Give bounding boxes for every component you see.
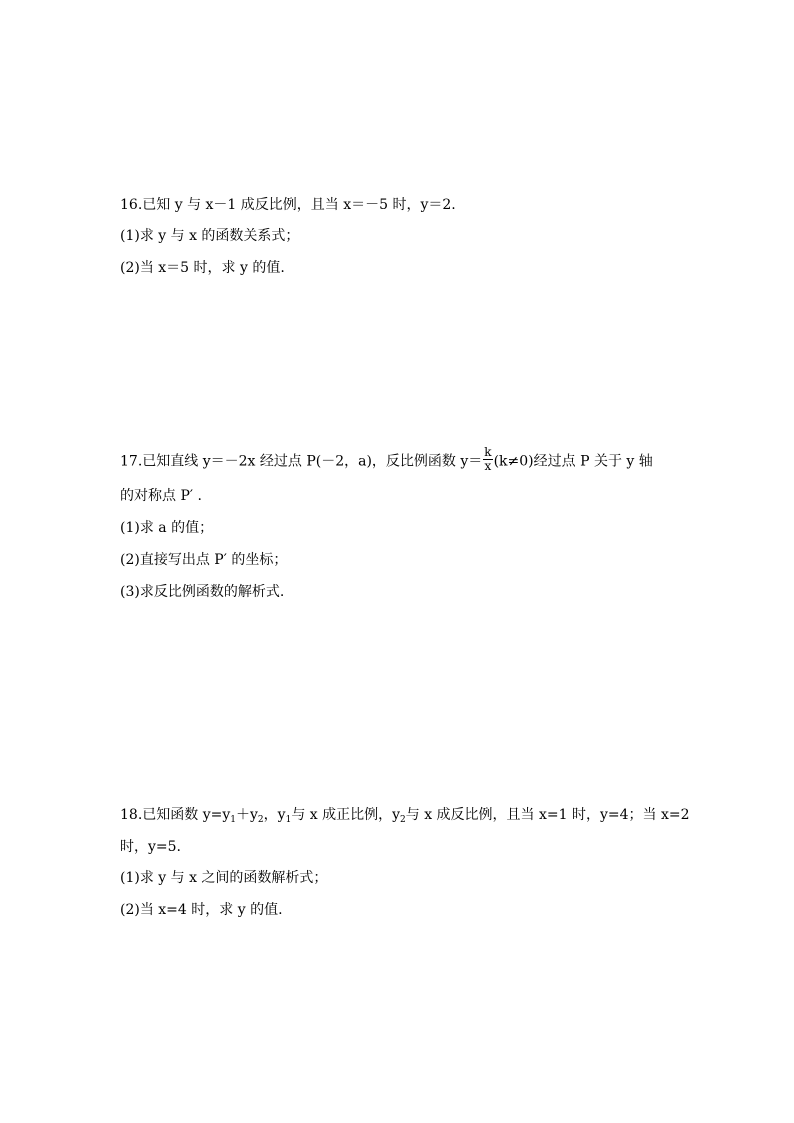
fraction-numerator: k: [484, 445, 492, 459]
q17-stem-line1: [120, 445, 653, 473]
q18-part1: (1)求 y 与 x 之间的函数解析式；: [120, 870, 328, 886]
q17-stem-line2: 的对称点 P′ .: [120, 488, 202, 504]
q16-stem: 16.已知 y 与 x－1 成反比例，且当 x＝－5 时，y＝2.: [120, 197, 456, 213]
q17-part3: (3)求反比例函数的解析式.: [120, 584, 285, 600]
q17-part2: (2)直接写出点 P′ 的坐标；: [120, 552, 288, 568]
q18-subscript: 2: [257, 815, 264, 825]
q18-stem-seg-e: 与 x 成反比例，且当 x=1 时，y=4；当 x=2: [405, 807, 690, 823]
fraction-k-over-x: [483, 446, 492, 473]
q18-stem-seg-b: ＋y: [236, 807, 258, 823]
q18-subscript: 1: [285, 815, 292, 825]
q16-part1: (1)求 y 与 x 的函数关系式；: [120, 228, 300, 244]
fraction-denominator: x: [484, 459, 492, 473]
q18-part2: (2)当 x=4 时，求 y 的值.: [120, 902, 283, 918]
q17-part1: (1)求 a 的值；: [120, 520, 214, 536]
q18-stem-line2: 时，y=5.: [120, 839, 181, 855]
q17-stem-after: (k≠0)经过点 P 关于 y 轴: [493, 453, 653, 470]
q18-stem-seg-c: ，y: [263, 807, 286, 823]
q16-part2: (2)当 x＝5 时，求 y 的值.: [120, 260, 285, 276]
q18-stem-line1: [120, 805, 690, 825]
q17-stem-before: 17.已知直线 y＝－2x 经过点 P(－2，a)，反比例函数 y＝: [120, 453, 483, 470]
q18-stem-seg-d: 与 x 成正比例，y: [291, 807, 401, 823]
q18-subscript: 1: [230, 815, 236, 825]
q18-subscript: 2: [400, 815, 406, 825]
q18-stem-seg-a: 18.已知函数 y=y: [120, 807, 231, 823]
